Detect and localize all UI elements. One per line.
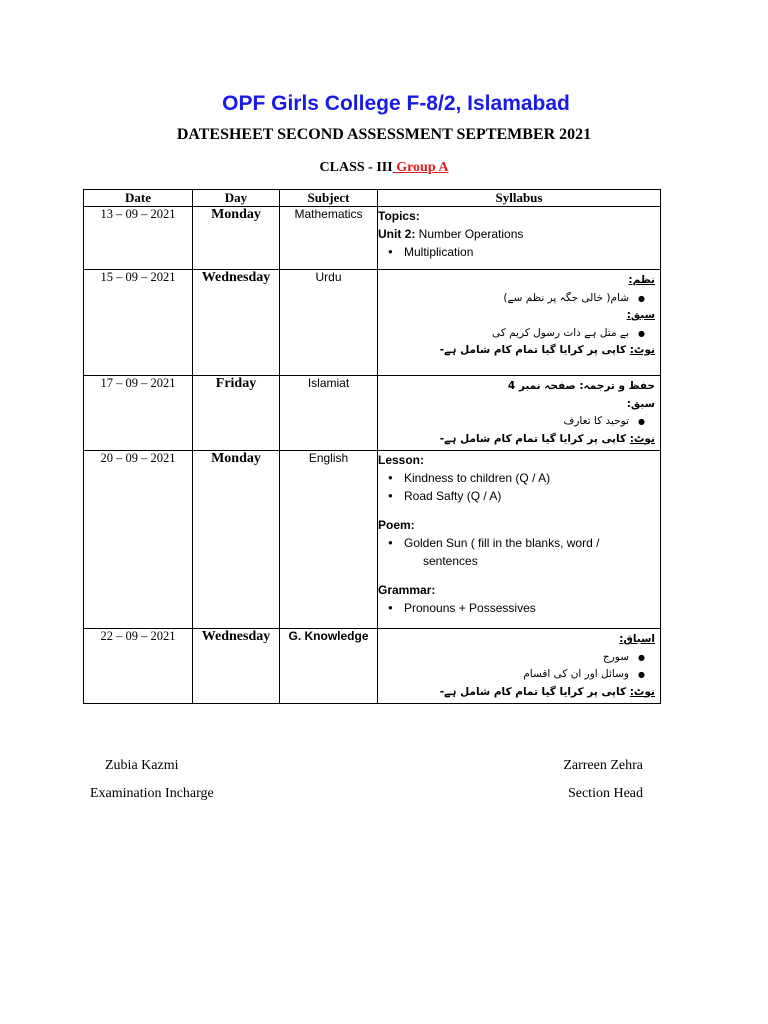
date-cell: 22 – 09 – 2021 (84, 629, 193, 704)
datesheet-table (83, 189, 661, 704)
table-row (84, 270, 661, 376)
left-signatory-role: Examination Incharge (90, 786, 214, 801)
date-cell: 20 – 09 – 2021 (84, 451, 193, 629)
note-line (382, 431, 655, 449)
note-label: نوٹ: (629, 432, 655, 445)
right-signatory-role: Section Head (567, 786, 643, 801)
sabaq-label: سبق: (626, 397, 655, 410)
hifz-line: حفظ و ترجمہ: صفحہ نمبر 4 (507, 380, 655, 392)
note-label: نوٹ: (629, 344, 655, 356)
subject-cell: Islamiat (280, 376, 378, 451)
day-cell: Monday (193, 207, 280, 270)
header-subject: Subject (280, 190, 378, 207)
list-item-continuation: sentences (423, 554, 478, 568)
group-label: Group A (392, 160, 449, 175)
note-text: کاپی پر کرایا گیا تمام کام شامل ہے- (439, 432, 630, 445)
list-item: ● Pronouns + Possessives (378, 599, 660, 617)
table-row (84, 629, 661, 704)
date-cell: 13 – 09 – 2021 (84, 207, 193, 270)
table-row (84, 207, 661, 270)
syllabus-cell (378, 451, 661, 629)
list-item: ● وسائل اور ان کی اقسام (382, 666, 655, 684)
lesson-label: Lesson: (378, 453, 425, 467)
nazm-label: نظم: (628, 274, 655, 286)
datesheet-title: DATESHEET SECOND ASSESSMENT SEPTEMBER 2021 (176, 126, 592, 143)
list-item: ● سورج (382, 649, 655, 667)
list-item: ● توحید کا تعارف (382, 413, 655, 431)
day-cell: Friday (193, 376, 280, 451)
subject-cell: G. Knowledge (280, 629, 378, 704)
asbaq-label: اسباق: (619, 633, 655, 645)
note-text: کاپی پر کرایا گیا تمام کام شامل ہے- (439, 344, 630, 356)
header-date: Date (84, 190, 193, 207)
class-line (0, 160, 768, 176)
right-signatory-name: Zarreen Zehra (563, 758, 643, 773)
unit-label: Unit 2: (378, 227, 416, 241)
list-item: ● Road Safty (Q / A) (378, 487, 660, 505)
note-line (382, 684, 655, 702)
subject-cell: Mathematics (280, 207, 378, 270)
header-syllabus: Syllabus (378, 190, 661, 207)
list-item: ● شام( خالی جگہ پر نظم سے) (382, 290, 655, 308)
college-name: OPF Girls College F-8/2, Islamabad (222, 92, 570, 115)
note-line (382, 342, 655, 360)
table-header-row (84, 190, 661, 207)
unit-text: Number Operations (415, 227, 524, 241)
topics-label: Topics: (378, 209, 420, 223)
syllabus-cell (378, 207, 661, 270)
day-cell: Monday (193, 451, 280, 629)
note-label: نوٹ: (629, 685, 655, 698)
unit-line (378, 225, 660, 243)
class-label: CLASS - III (319, 160, 393, 175)
syllabus-cell (378, 270, 661, 376)
list-item: ● بے مثل ہے ذات رسول کریم کی (382, 325, 655, 343)
table-row (84, 451, 661, 629)
header-day: Day (193, 190, 280, 207)
subject-cell: Urdu (280, 270, 378, 376)
syllabus-cell (378, 376, 661, 451)
day-cell: Wednesday (193, 270, 280, 376)
syllabus-cell (378, 629, 661, 704)
left-signatory-name: Zubia Kazmi (105, 758, 179, 773)
note-text: کاپی پر کرایا گیا تمام کام شامل ہے- (439, 685, 630, 698)
list-item: ● Kindness to children (Q / A) (378, 469, 660, 487)
grammar-label: Grammar: (378, 583, 436, 597)
day-cell: Wednesday (193, 629, 280, 704)
date-cell: 15 – 09 – 2021 (84, 270, 193, 376)
list-item: ● Golden Sun ( fill in the blanks, word / (378, 534, 660, 552)
list-item: ● Multiplication (378, 243, 660, 261)
subject-cell: English (280, 451, 378, 629)
poem-label: Poem: (378, 518, 415, 532)
table-row (84, 376, 661, 451)
sabaq-label: سبق: (626, 309, 655, 321)
date-cell: 17 – 09 – 2021 (84, 376, 193, 451)
